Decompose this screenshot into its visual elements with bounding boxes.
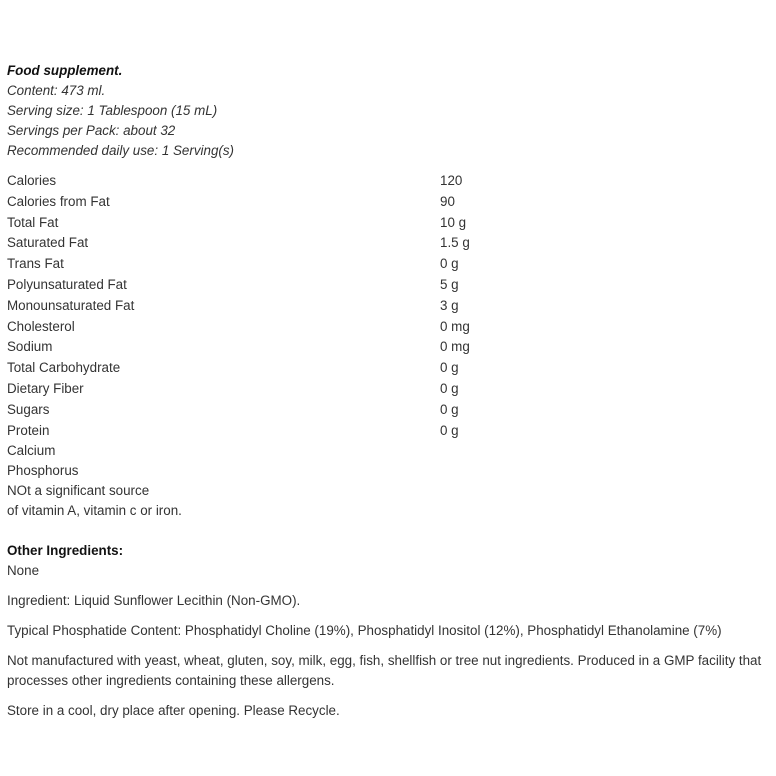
nutrient-name: Polyunsaturated Fat [7, 276, 127, 292]
nutrition-row-calories [7, 171, 772, 192]
not-significant-source-line: NOt a significant source [7, 483, 150, 499]
recommended-use-line: Recommended daily use: 1 Serving(s) [7, 143, 235, 158]
nutrient-value: 3 g [440, 297, 459, 313]
extra-nutrient-notes [7, 441, 772, 521]
nutrient-name: Total Carbohydrate [7, 360, 121, 376]
nutrient-value: 0 g [440, 422, 459, 438]
nutrient-value: 0 g [440, 360, 459, 376]
nutrition-row-sugars [7, 400, 772, 421]
nutrition-row-polyunsaturated-fat [7, 275, 772, 296]
storage-paragraph: Store in a cool, dry place after opening. Please Recycle. [7, 703, 340, 719]
allergen-paragraph: Not manufactured with yeast, wheat, gluten, soy, milk, egg, fish, shellfish or tree nut ingredients. Produced in a GMP facility that processes other ingredients containing these allergens. [7, 653, 762, 689]
phosphatide-content-paragraph: Typical Phosphatide Content: Phosphatidyl Choline (19%), Phosphatidyl Inositol (12%), Phosphatidyl Ethanolamine (7%) [7, 623, 722, 639]
nutrient-name: Total Fat [7, 214, 59, 230]
nutrition-row-dietary-fiber [7, 379, 772, 400]
serving-size-line: Serving size: 1 Tablespoon (15 mL) [7, 103, 218, 118]
servings-per-pack-line: Servings per Pack: about 32 [7, 123, 176, 138]
nutrient-name: Calories from Fat [7, 193, 110, 209]
other-ingredients-heading: Other Ingredients: [7, 543, 124, 559]
nutrition-row-sodium [7, 337, 772, 358]
nutrition-row-protein [7, 421, 772, 442]
nutrient-name: Dietary Fiber [7, 380, 84, 396]
nutrition-row-saturated-fat [7, 233, 772, 254]
nutrition-table [7, 171, 772, 441]
nutrition-row-total-fat [7, 213, 772, 234]
nutrient-name: Trans Fat [7, 256, 64, 272]
phosphorus-line: Phosphorus [7, 463, 79, 479]
nutrient-name: Calories [7, 173, 57, 188]
nutrient-name: Sugars [7, 401, 50, 417]
nutrient-value: 0 mg [440, 318, 470, 334]
nutrient-name: Cholesterol [7, 318, 75, 334]
product-title: Food supplement. [7, 63, 123, 78]
nutrition-row-total-carbohydrate [7, 358, 772, 379]
content-line: Content: 473 ml. [7, 83, 106, 98]
product-info-document [7, 61, 772, 731]
calcium-line: Calcium [7, 443, 56, 459]
nutrient-value: 1.5 g [440, 235, 470, 251]
nutrient-name: Monounsaturated Fat [7, 297, 135, 313]
nutrient-value: 0 g [440, 401, 459, 417]
nutrition-row-calories-from-fat [7, 192, 772, 213]
nutrition-row-monounsaturated-fat [7, 296, 772, 317]
product-header [7, 61, 772, 161]
nutrient-name: Sodium [7, 339, 53, 355]
nutrient-value: 90 [440, 193, 455, 209]
nutrient-value: 5 g [440, 276, 459, 292]
other-ingredients-value: None [7, 563, 40, 579]
nutrition-row-trans-fat [7, 254, 772, 275]
ingredient-paragraph: Ingredient: Liquid Sunflower Lecithin (Non-GMO). [7, 593, 301, 609]
nutrition-row-cholesterol [7, 317, 772, 338]
vitamin-note-line: of vitamin A, vitamin c or iron. [7, 503, 182, 519]
nutrient-name: Saturated Fat [7, 235, 89, 251]
nutrient-value: 0 mg [440, 339, 470, 355]
nutrient-value: 0 g [440, 380, 459, 396]
nutrient-value: 0 g [440, 256, 459, 272]
other-ingredients-section [7, 541, 772, 581]
nutrient-value: 120 [440, 173, 463, 188]
nutrient-name: Protein [7, 422, 50, 438]
nutrient-value: 10 g [440, 214, 467, 230]
